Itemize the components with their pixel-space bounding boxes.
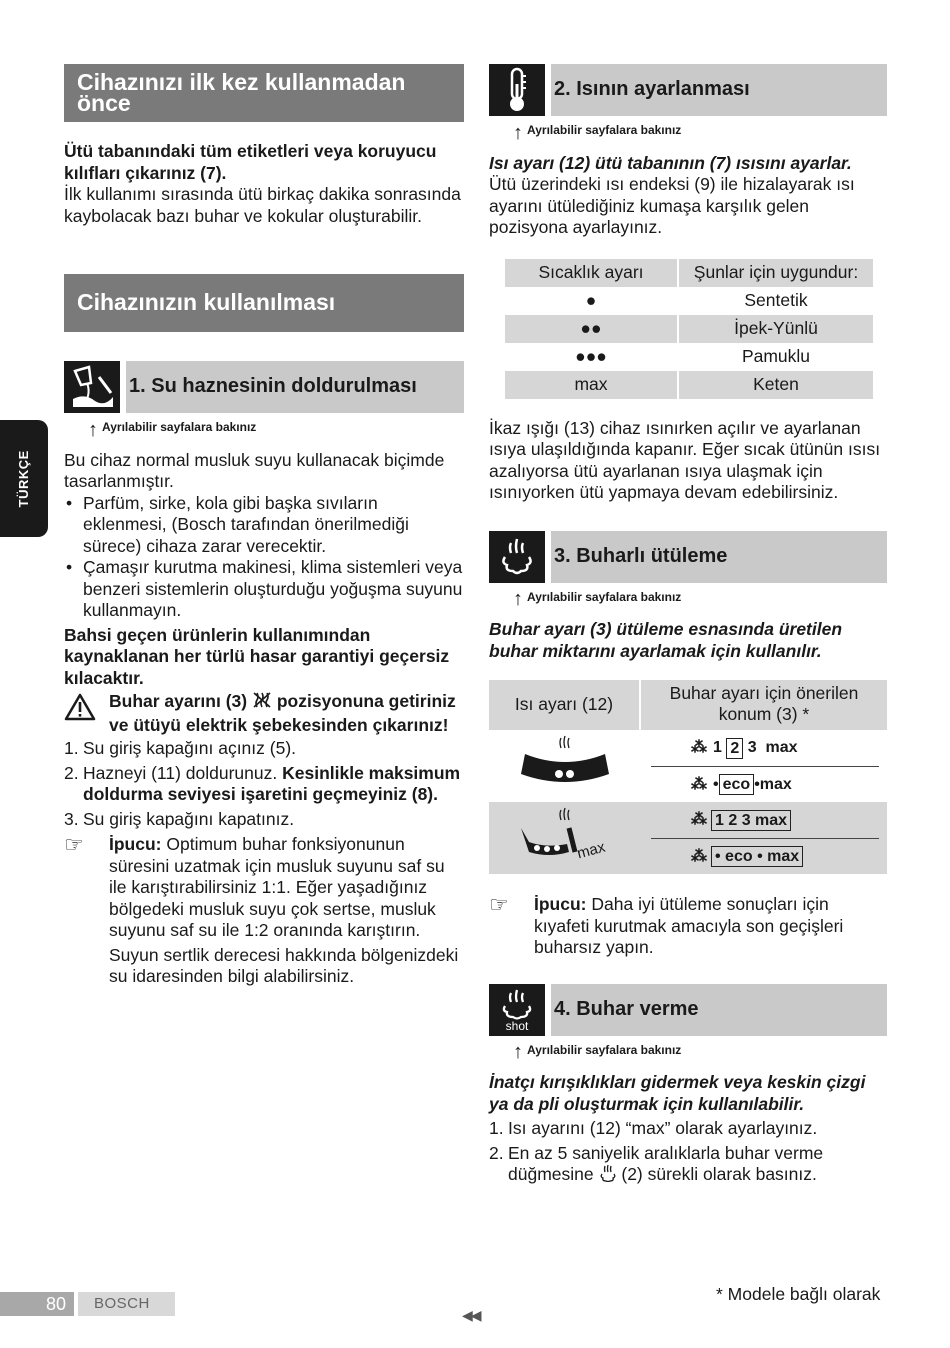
left-column <box>64 64 464 988</box>
steam-icon <box>489 531 545 583</box>
temperature-dial-max-icon: max <box>489 802 641 874</box>
pointing-hand-icon: ☞ <box>64 832 84 857</box>
steam-shot-icon: shot <box>489 984 545 1036</box>
warning-block: Buhar ayarını (3) pozisyonuna getiriniz ve ütüyü elektrik şebekesinden çıkarınız! <box>64 691 464 736</box>
section-title-usage: Cihazınızın kullanılması <box>64 274 464 332</box>
no-steam-icon: ⁂ <box>691 847 707 865</box>
no-steam-icon: ⁂ <box>691 775 707 793</box>
table-cell: Sentetik <box>744 289 808 310</box>
subsection-header-steam-shot <box>489 984 887 1036</box>
pointing-hand-icon: ☞ <box>489 892 509 917</box>
page-number: 80 <box>0 1292 74 1316</box>
list-item: • Parfüm, sirke, kola gibi başka sıvıların eklenmesi, (Bosch tarafından önerilmediği sürece) cihaza zarar verecektir. <box>66 492 409 556</box>
tip-block: ☞ İpucu: Daha iyi ütüleme sonuçları için kıyafeti kurutmak amacıyla son geçişleri buharsız yapın. <box>489 892 844 957</box>
up-arrow-icon: ↑ <box>88 418 98 441</box>
steam-settings-table <box>489 680 887 874</box>
steam-button-icon <box>599 1164 617 1188</box>
temperature-dial-low-icon <box>489 730 641 802</box>
temperature-table <box>505 259 873 399</box>
no-steam-icon <box>252 691 272 715</box>
reference-note: ↑ Ayrılabilir sayfalara bakınız <box>88 418 257 441</box>
reference-note: ↑ Ayrılabilir sayfalara bakınız <box>513 121 682 144</box>
no-steam-icon: ⁂ <box>691 739 707 757</box>
table-cell: max <box>505 371 678 399</box>
step-item: 2. Hazneyi (11) doldurunuz. Kesinlikle maksimum doldurma seviyesi işaretini geçmeyiniz (8). <box>64 762 461 804</box>
thermometer-icon <box>489 64 545 116</box>
subsection-header-temperature <box>489 64 887 116</box>
intro-text: Bu cihaz normal musluk suyu kullanacak biçimde tasarlanmıştır. <box>64 449 445 491</box>
first-use-text: İlk kullanımı sırasında ütü birkaç dakika sonrasında kaybolacak bazı buhar ve kokular oluşturabilir. <box>64 184 461 226</box>
subsection-title: 4. Buhar verme <box>551 984 887 1036</box>
reference-note: ↑ Ayrılabilir sayfalara bakınız <box>513 588 682 610</box>
back-arrows-icon: ◀◀ <box>462 1307 480 1323</box>
subsection-title: 3. Buharlı ütüleme <box>551 531 887 583</box>
table-cell: ●●● <box>505 343 678 371</box>
table-header-row <box>489 680 887 730</box>
language-tab <box>0 420 48 537</box>
steam-shot-intro: İnatçı kırışıklıkları gidermek veya keskin çizgi ya da pli oluşturmak için kullanılabilir. <box>489 1072 866 1114</box>
temperature-text: Ütü üzerindeki ısı endeksi (9) ile hizalayarak ısı ayarını ütülediğiniz kumaşa karşılık gelen pozisyona ayarlayınız. <box>489 174 855 237</box>
table-header: Sıcaklık ayarı <box>505 259 678 287</box>
temperature-intro: Isı ayarı (12) ütü tabanının (7) ısısını ayarlar. <box>489 152 852 173</box>
section-title-before-first-use: Cihazınızı ilk kez kullanmadan önce <box>64 64 464 122</box>
step-item: 1. Su giriş kapağını açınız (5). <box>64 738 297 758</box>
up-arrow-icon: ↑ <box>513 1041 523 1063</box>
list-item: • Çamaşır kurutma makinesi, klima sistemleri veya benzeri sistemlerin oluşturduğu yoğuşma suyunu kullanmayın. <box>66 557 463 620</box>
table-row <box>489 730 887 802</box>
step-item: 1. Isı ayarını (12) “max” olarak ayarlayınız. <box>489 1118 818 1138</box>
brand-label: BOSCH <box>78 1292 175 1316</box>
table-cell: Keten <box>678 371 873 399</box>
warning-triangle-icon <box>64 691 109 736</box>
language-label: TÜRKÇE <box>16 449 32 508</box>
remove-labels-text: Ütü tabanındaki tüm etiketleri veya koruyucu kılıfları çıkarınız (7). <box>64 141 437 183</box>
table-row <box>489 802 887 874</box>
table-header: Buhar ayarı için önerilen konum (3) * <box>669 683 859 724</box>
reference-note: ↑ Ayrılabilir sayfalara bakınız <box>513 1041 682 1063</box>
table-header: Şunlar için uygundur: <box>678 259 873 287</box>
steam-option: ⁂ 1 2 3 max <box>641 802 887 838</box>
footnote: * Modele bağlı olarak <box>716 1284 881 1304</box>
subsection-title: 2. Isının ayarlanması <box>551 64 887 116</box>
table-cell: ● <box>505 287 678 315</box>
table-cell: ●● <box>505 315 678 343</box>
subsection-header-fill-tank <box>64 361 464 413</box>
tip-block: ☞ İpucu: Optimum buhar fonksiyonunun süresini uzatmak için musluk suyunu saf su ile karıştırabilirsiniz 1:1. Eğer yaşadığınız bölgedeki musluk suyu çok sertse, musluk suyunu saf su ile 1:2 oranında karıştırın. Suyun sertlik derecesi hakkında bölgenizdeki su idaresinden bilgi alabilirsiniz. <box>64 832 459 986</box>
steam-option: ⁂ • eco • max <box>651 838 879 874</box>
steam-option: ⁂ 1 2 3 max <box>641 730 887 766</box>
table-header: Isı ayarı (12) <box>489 680 641 730</box>
step-item: 2. En az 5 saniyelik aralıklarla buhar verme düğmesine (2) sürekli olarak basınız. <box>489 1143 887 1188</box>
water-pour-icon <box>64 361 120 413</box>
up-arrow-icon: ↑ <box>513 588 523 610</box>
steam-intro: Buhar ayarı (3) ütüleme esnasında üretilen buhar miktarını ayarlamak için kullanılır. <box>489 619 843 661</box>
no-steam-icon: ⁂ <box>691 811 707 829</box>
warranty-text: Bahsi geçen ürünlerin kullanımından kaynaklanan her türlü hasar garantiyi geçersiz kılacaktır. <box>64 624 450 688</box>
right-column <box>489 64 887 1188</box>
subsection-title: 1. Su haznesinin doldurulması <box>126 361 464 413</box>
steam-option: ⁂ • eco • max <box>651 766 879 802</box>
step-item: 3. Su giriş kapağını kapatınız. <box>64 808 295 829</box>
table-cell: İpek-Yünlü <box>678 315 873 343</box>
table-cell: Pamuklu <box>741 345 811 366</box>
subsection-header-steam-ironing <box>489 531 887 583</box>
warning-light-text: İkaz ışığı (13) cihaz ısınırken açılır ve ayarlanan ısıya ulaşıldığında kapanır. Eğer sıcak ütünün ısısı azalıyorsa ütü ayarlanan ısıya ulaşmak için ısınıyorken ütü yapmaya devam edebilirsiniz. <box>489 417 881 502</box>
up-arrow-icon: ↑ <box>513 121 523 144</box>
